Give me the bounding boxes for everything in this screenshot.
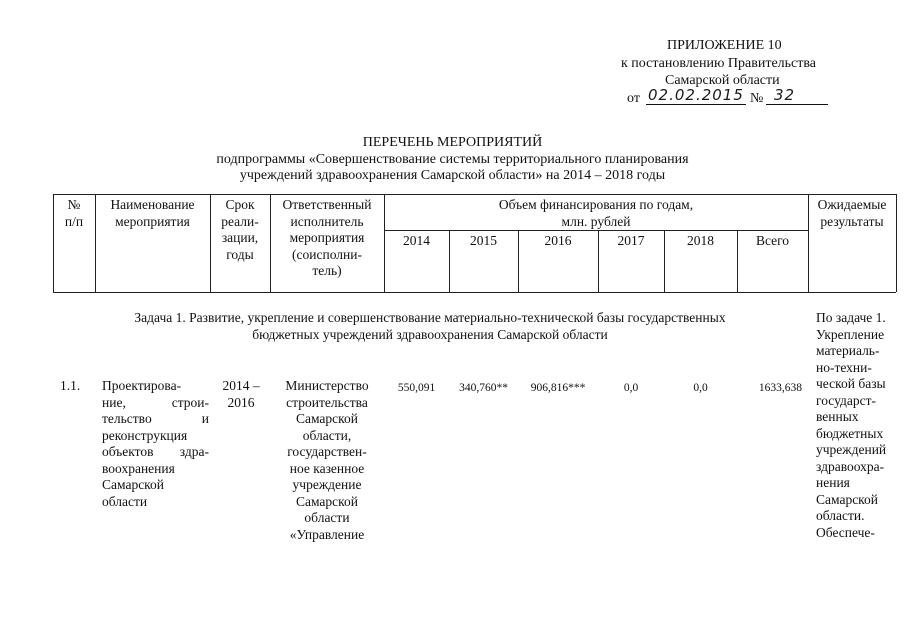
number-underline [766,104,828,105]
doc-subtitle-line2: учреждений здравоохранения Самарской области» на 2014 – 2018 годы [239,168,666,183]
value-2017: 0,0 [623,382,639,394]
task-1-heading: Задача 1. Развитие, укрепление и совершенствование материально-технической базы государственных бюджетных учреждений здравоохранения Самарской области [134,310,726,342]
header-num: № п/п [64,197,84,229]
doc-subtitle-line1: подпрограммы «Совершенствование системы территориального планирования [216,152,689,167]
header-executor: Ответственный исполнитель мероприятия (соисполни- тель) [282,197,372,278]
appendix-region-line: Самарской области [665,73,780,88]
header-year-2014: 2014 [403,233,430,248]
header-results: Ожидаемые результаты [817,197,887,229]
number-handwritten: 32 [774,86,796,104]
row-term: 2014 – 2016 [222,378,260,410]
date-handwritten: 02.02.2015 [648,86,744,104]
appendix-label: ПРИЛОЖЕНИЕ 10 [667,38,782,53]
header-year-2018: 2018 [687,233,714,248]
header-year-2015: 2015 [470,233,497,248]
value-2018: 0,0 [693,382,708,394]
number-prefix: № [750,91,764,106]
appendix-decree-line: к постановлению Правительства [621,56,817,71]
date-prefix: от [627,91,640,106]
row-number: 1.1. [60,378,81,393]
value-2016: 906,816*** [530,382,586,394]
value-total: 1633,638 [758,382,802,394]
header-term: Срок реали- зации, годы [221,197,259,262]
doc-title: ПЕРЕЧЕНЬ МЕРОПРИЯТИЙ [362,135,543,150]
header-funding: Объем финансирования по годам, млн. рублей [498,197,694,229]
value-2014: 550,091 [397,382,436,394]
header-total: Всего [755,233,790,248]
row-name: Проектирова- ние, строи- тельство и реконструкция объектов здра- воохранения Самарской области [102,378,209,509]
results-text: По задаче 1. Укрепление материаль- но-техни- ческой базы государст- венных бюджетных учреждений здравоохра- нения Самарской области. Обеспече- [816,310,887,540]
row-executor: Министерство строительства Самарской области, государствен- ное казенное учреждение Самарской области «Управление [285,378,369,542]
date-underline [646,104,746,105]
header-year-2017: 2017 [617,233,645,248]
value-2015: 340,760** [459,382,508,394]
header-name: Наименование мероприятия [110,197,195,229]
header-year-2016: 2016 [544,233,572,248]
